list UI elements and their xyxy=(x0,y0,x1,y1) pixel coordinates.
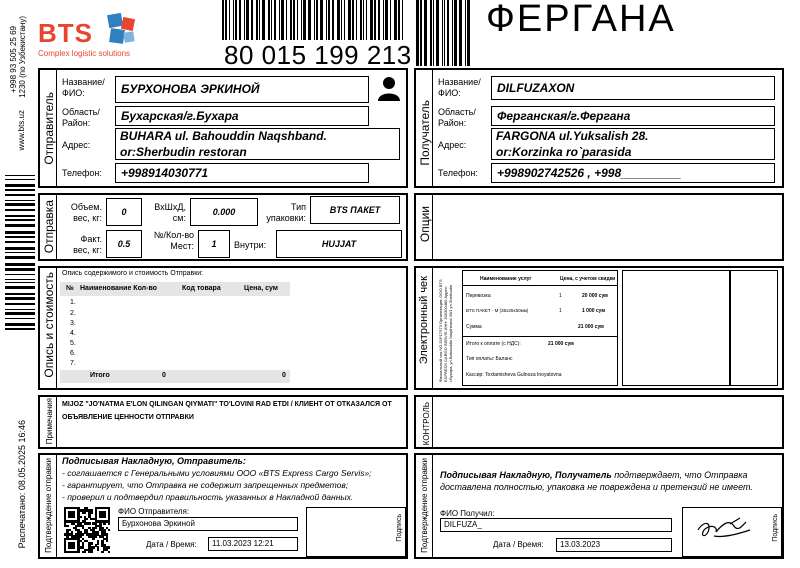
logo xyxy=(36,12,140,62)
barcode-bar xyxy=(229,0,230,40)
recipient-fio[interactable]: DILFUZA_ xyxy=(440,518,672,532)
qr-module xyxy=(106,540,108,542)
logo-text: BTS xyxy=(38,18,93,48)
barcode-bar xyxy=(5,279,35,280)
sender-date-label: Дата / Время: xyxy=(146,540,197,549)
barcode-bar xyxy=(5,189,35,191)
barcode-bar xyxy=(5,179,35,180)
recipient-confirm-label: Подтверждение отправки xyxy=(420,458,429,553)
echeck-item: Перевозка xyxy=(466,293,491,299)
barcode-bar xyxy=(433,0,434,66)
qr-module xyxy=(108,546,110,548)
barcode-bar xyxy=(268,0,270,40)
logo-tagline: Complex logistic solutions xyxy=(38,49,131,58)
inside[interactable]: HUJJAT xyxy=(276,230,402,258)
vol-weight[interactable]: 0 xyxy=(106,198,142,226)
barcode-bar xyxy=(290,0,292,40)
qr-module xyxy=(103,516,105,518)
qr-module xyxy=(92,538,94,540)
barcode-bar xyxy=(5,318,35,319)
barcode-bar xyxy=(436,0,439,66)
notes-text: MIJOZ "JO'NATMA E'LON QILINGAN QIYMATI" TO'LOVINI RAD ETDI / КЛИЕНТ ОТ ОТКАЗАЛСЯ ОТ ОБЪЯВЛЕНИЕ ЦЕННОСТИ ОТПРАВКИ xyxy=(62,401,392,421)
sender-signature-box[interactable] xyxy=(306,507,406,557)
barcode-bar xyxy=(5,286,35,289)
recipient-fio-label: ФИО Получил: xyxy=(440,509,495,518)
contents-total-sum: 0 xyxy=(282,372,286,379)
sender-signature-label: Подпись xyxy=(396,514,403,542)
barcode-bar xyxy=(5,323,35,326)
qr-module xyxy=(95,527,97,529)
barcode-bar xyxy=(385,0,388,40)
sender-section-label: Отправитель xyxy=(42,92,56,165)
contact-short: 1230 (по Узбекистану) xyxy=(18,16,27,98)
barcode-bar xyxy=(293,0,295,40)
pack-type-label: Тип упаковки: xyxy=(266,202,306,223)
barcode-bar xyxy=(5,263,35,266)
recipient-address-label: Адрес: xyxy=(438,140,467,150)
barcode-bar xyxy=(465,0,466,66)
barcode-bar xyxy=(366,0,367,40)
recipient-section-label: Получатель xyxy=(418,100,432,166)
notes-section-label: Примечания xyxy=(45,398,54,445)
barcode-bar xyxy=(5,309,35,310)
places-label: №/Кол-во Мест: xyxy=(153,230,194,251)
sender-region-label: Область/ Район: xyxy=(62,107,100,128)
contents-row: 3. xyxy=(70,320,76,327)
contents-header-no: № xyxy=(66,285,74,292)
qr-module xyxy=(79,516,81,518)
barcode-bar xyxy=(320,0,323,40)
echeck-section-label: Электронный чек xyxy=(418,276,430,365)
barcode-bar xyxy=(402,0,403,40)
barcode-bar xyxy=(5,293,35,295)
barcode-bar xyxy=(5,252,35,253)
barcode-bar xyxy=(363,0,364,40)
printed-at: Распечатано: 08.05.2025 16:46 xyxy=(17,420,27,549)
barcode-bar xyxy=(303,0,306,40)
barcode-bar xyxy=(454,0,457,66)
barcode-bar xyxy=(5,219,35,221)
barcode-bar xyxy=(5,184,35,187)
barcode-bar xyxy=(286,0,287,40)
barcode-bar xyxy=(420,0,422,66)
barcode-bar xyxy=(360,0,362,40)
barcode-bar xyxy=(424,0,427,66)
barcode-bar xyxy=(442,0,443,66)
barcode-bar xyxy=(239,0,241,40)
barcode-bar xyxy=(297,0,298,40)
qr-module xyxy=(73,516,75,518)
contents-row: 6. xyxy=(70,350,76,357)
sender-phone[interactable]: +998914030771 xyxy=(115,163,369,183)
contents-title: Опись содержимого и стоимость Отправки: xyxy=(62,270,204,277)
contents-header-name: Наименование Кол-во xyxy=(80,285,157,292)
sender-confirm-title: Подписывая Накладную, Отправитель: xyxy=(62,456,246,466)
qr-module xyxy=(97,549,99,551)
recipient-phone-label: Телефон: xyxy=(438,168,478,178)
sender-region[interactable]: Бухарская/г.Бухара xyxy=(115,106,369,126)
barcode-bar xyxy=(328,0,330,40)
barcode-bar xyxy=(5,209,35,211)
contents-row: 4. xyxy=(70,330,76,337)
dims[interactable]: 0.000 xyxy=(190,198,258,226)
echeck-qr-area xyxy=(622,270,730,386)
shipment-section-label: Отправка xyxy=(42,200,56,254)
barcode-bar xyxy=(337,0,340,40)
qr-module xyxy=(108,522,110,524)
barcode-bar xyxy=(5,268,35,271)
contact-phone: +998 93 505 25 69 xyxy=(9,26,18,93)
contents-header-price: Цена, сум xyxy=(244,285,278,292)
barcode-bar xyxy=(5,297,35,300)
qr-module xyxy=(101,551,103,553)
fact-weight-label: Факт. вес, кг: xyxy=(73,234,102,255)
barcode-bar xyxy=(374,0,376,40)
qr-module xyxy=(103,522,105,524)
contact-site: www.bts.uz xyxy=(17,110,26,151)
qr-module xyxy=(108,551,110,553)
qr-code xyxy=(64,507,110,553)
contents-row: 1. xyxy=(70,299,76,306)
echeck-side-text: Фискальный чек NO.51Р1Т573 Организация: ООО BTS EXPRESS CARGO SERVIS ИНН: 305300480 Адрес: г.Бухара, ул.Bahouddin Naqshband 30/1 ул.Sherbudin xyxy=(438,279,453,382)
barcode-bar xyxy=(259,0,260,40)
sender-address-label: Адрес: xyxy=(62,140,91,150)
control-section-label: КОНТРОЛЬ xyxy=(422,402,431,446)
barcode-bar xyxy=(222,0,224,40)
barcode-bar xyxy=(356,0,357,40)
barcode-bar xyxy=(326,0,327,40)
qr-module xyxy=(95,535,97,537)
echeck-stamp-area xyxy=(730,270,778,386)
barcode-bar xyxy=(235,0,237,40)
barcode-bar xyxy=(430,0,432,66)
barcode-bar xyxy=(452,0,453,66)
barcode-bar xyxy=(256,0,258,40)
barcode-bar xyxy=(271,0,272,40)
barcode-bar xyxy=(251,0,253,40)
places[interactable]: 1 xyxy=(198,230,230,258)
barcode-bar xyxy=(233,0,234,40)
recipient-date[interactable]: 13.03.2023 xyxy=(556,538,672,552)
control-section xyxy=(414,395,784,449)
qr-module xyxy=(84,511,86,513)
qr-module xyxy=(84,551,86,553)
barcode-bar xyxy=(246,0,249,40)
recipient-signature-label: Подпись xyxy=(772,514,779,542)
recipient-region-label: Область/ Район: xyxy=(438,107,476,128)
qr-module xyxy=(92,546,94,548)
qr-module xyxy=(108,529,110,531)
barcode-bar xyxy=(314,0,315,40)
barcode-bar xyxy=(262,0,265,40)
barcode-bar xyxy=(378,0,380,40)
person-icon xyxy=(376,74,402,102)
qr-module xyxy=(77,551,79,553)
recipient-region[interactable]: Ферганская/г.Фергана xyxy=(491,106,775,126)
barcode-bar xyxy=(352,0,354,40)
sender-name[interactable]: БУРХОНОВА ЭРКИНОЙ xyxy=(115,76,369,103)
qr-module xyxy=(66,525,68,527)
qr-module xyxy=(82,533,84,535)
barcode-bar xyxy=(370,0,373,40)
sender-confirm-label: Подтверждение отправки xyxy=(44,458,53,553)
qr-module xyxy=(97,542,99,544)
contents-row: 7. xyxy=(70,360,76,367)
options-section xyxy=(414,193,784,261)
barcode-bar xyxy=(5,256,35,259)
contents-total-label: Итого xyxy=(90,372,110,379)
barcode-bar xyxy=(467,0,470,66)
options-section-label: Опции xyxy=(418,206,432,243)
sender-fio-label: ФИО Отправителя: xyxy=(118,507,190,516)
barcode-bar xyxy=(5,303,35,305)
barcode-bar xyxy=(444,0,445,66)
qr-module xyxy=(90,551,92,553)
fact-weight[interactable]: 0.5 xyxy=(106,230,142,258)
signature-scribble-icon xyxy=(690,508,770,548)
recipient-name[interactable]: DILFUZAXON xyxy=(491,76,775,100)
recipient-phone[interactable]: +998902742526 , +998_________ xyxy=(491,163,775,183)
inside-label: Внутри: xyxy=(234,240,267,250)
barcode-bar xyxy=(281,0,284,40)
barcode-bar xyxy=(301,0,302,40)
sender-fio[interactable]: Бурхонова Эркиной xyxy=(118,517,298,531)
barcode-bar xyxy=(5,224,35,227)
barcode-bar xyxy=(5,231,35,234)
barcode-bar xyxy=(5,194,35,196)
barcode-bar xyxy=(225,0,227,40)
dims-label: ВхШхД, см: xyxy=(154,202,186,223)
barcode-side xyxy=(416,0,476,66)
barcode-bar xyxy=(5,274,35,275)
barcode-bar xyxy=(5,328,35,330)
barcode-bar xyxy=(5,247,35,250)
barcode-bar xyxy=(279,0,280,40)
recipient-name-label: Название/ ФИО: xyxy=(438,77,481,98)
qr-module xyxy=(73,546,75,548)
barcode-bar xyxy=(383,0,384,40)
qr-module xyxy=(86,518,88,520)
pack-type[interactable]: BTS ПАКЕТ xyxy=(310,196,400,224)
contents-row: 5. xyxy=(70,340,76,347)
qr-module xyxy=(90,542,92,544)
qr-module xyxy=(90,511,92,513)
barcode-top xyxy=(222,0,412,40)
barcode-bar xyxy=(390,0,391,40)
barcode-left xyxy=(5,175,35,335)
barcode-bar xyxy=(344,0,345,40)
barcode-bar xyxy=(394,0,397,40)
barcode-bar xyxy=(416,0,419,66)
barcode-bar xyxy=(332,0,334,40)
barcode-bar xyxy=(316,0,318,40)
vol-weight-label: Объем. вес, кг: xyxy=(70,202,102,223)
recipient-confirm-title: Подписывая Накладную, Получатель подтверждает, что Отправка xyxy=(440,470,748,480)
barcode-bar xyxy=(341,0,342,40)
sender-date[interactable]: 11.03.2023 12:21 xyxy=(208,537,298,551)
barcode-bar xyxy=(348,0,351,40)
echeck-item: BTS ПАКЕТ - М (35х25х50мм) xyxy=(466,308,529,313)
barcode-bar xyxy=(5,175,35,176)
barcode-bar xyxy=(5,200,35,201)
barcode-bar xyxy=(5,215,35,217)
barcode-bar xyxy=(459,0,462,66)
barcode-bar xyxy=(274,0,276,40)
contents-header-code: Код товара xyxy=(182,285,221,292)
barcode-bar xyxy=(5,241,35,243)
barcode-bar xyxy=(5,312,35,315)
barcode-bar xyxy=(5,282,35,283)
barcode-bar xyxy=(308,0,311,40)
destination-city: ФЕРГАНА xyxy=(486,0,676,40)
barcode-bar xyxy=(5,236,35,238)
contents-row: 2. xyxy=(70,310,76,317)
barcode-bar xyxy=(244,0,245,40)
barcode-bar xyxy=(398,0,400,40)
contents-section-label: Опись и стоимость xyxy=(42,272,56,378)
qr-module xyxy=(88,522,90,524)
recipient-date-label: Дата / Время: xyxy=(493,540,544,549)
barcode-bar xyxy=(447,0,449,66)
sender-name-label: Название/ ФИО: xyxy=(62,77,105,98)
tracking-number: 80 015 199 213 xyxy=(224,40,412,70)
barcode-bar xyxy=(5,203,35,206)
sender-phone-label: Телефон: xyxy=(62,168,102,178)
contents-total-qty: 0 xyxy=(162,372,166,379)
